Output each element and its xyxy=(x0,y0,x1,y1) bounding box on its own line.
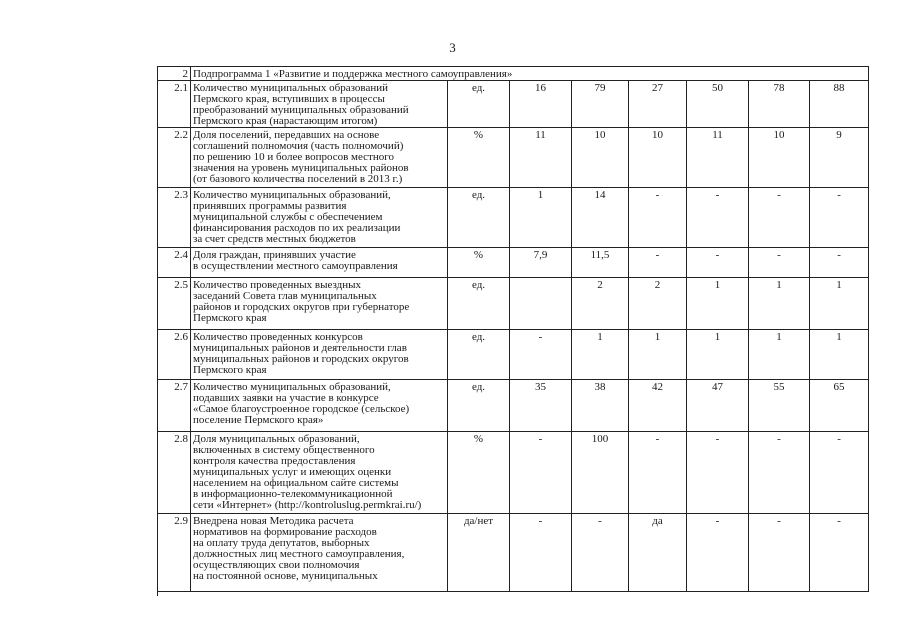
value-cell: 88 xyxy=(810,81,869,128)
indicator-description xyxy=(191,81,448,128)
description-line: Количество проведенных выездных xyxy=(193,279,362,291)
description-line: «Самое благоустроенное городское (сельское) xyxy=(193,403,410,415)
value-cell: 1 xyxy=(687,330,749,380)
value-cell: - xyxy=(687,188,749,248)
value-cell: - xyxy=(810,514,869,592)
value-cell: 55 xyxy=(749,380,810,432)
description-line: Доля муниципальных образований, xyxy=(193,433,360,445)
value-cell: 14 xyxy=(572,188,629,248)
value-cell: - xyxy=(810,432,869,514)
table-row xyxy=(158,432,869,514)
description-line: преобразований муниципальных образований xyxy=(193,104,409,116)
table-row xyxy=(158,81,869,128)
description-line: Пермского края, вступивших в процессы xyxy=(193,93,385,105)
value-cell: 1 xyxy=(687,278,749,330)
value-cell: 1 xyxy=(749,278,810,330)
indicator-description xyxy=(191,514,448,592)
unit-cell: % xyxy=(448,128,510,188)
table-row xyxy=(158,380,869,432)
row-number: 2.1 xyxy=(158,81,191,128)
section-number: 2 xyxy=(158,67,191,81)
description-line: значения на уровень муниципальных районов xyxy=(193,162,409,174)
value-cell: 27 xyxy=(629,81,687,128)
value-cell: - xyxy=(749,188,810,248)
description-line: в информационно-телекоммуникационной xyxy=(193,488,393,500)
description-line: за счет средств местных бюджетов xyxy=(193,233,356,245)
description-line: населением на официальном сайте системы xyxy=(193,477,399,489)
value-cell: - xyxy=(629,248,687,278)
description-line: на оплату труда депутатов, выборных xyxy=(193,537,370,549)
description-line: включенных в систему общественного xyxy=(193,444,375,456)
indicators-table xyxy=(157,66,869,592)
value-cell: - xyxy=(629,188,687,248)
unit-cell: ед. xyxy=(448,188,510,248)
value-cell: - xyxy=(510,514,572,592)
indicator-description xyxy=(191,128,448,188)
table-row xyxy=(158,278,869,330)
indicator-description xyxy=(191,380,448,432)
value-cell: - xyxy=(749,514,810,592)
description-line: Доля поселений, передавших на основе xyxy=(193,129,380,141)
table-row xyxy=(158,188,869,248)
description-line: по решению 10 и более вопросов местного xyxy=(193,151,394,163)
value-cell: 50 xyxy=(687,81,749,128)
indicator-description xyxy=(191,432,448,514)
description-line: принявших программы развития xyxy=(193,200,347,212)
description-line: должностных лиц местного самоуправления, xyxy=(193,548,405,560)
description-line: заседаний Совета глав муниципальных xyxy=(193,290,377,302)
value-cell: 1 xyxy=(810,278,869,330)
value-cell: 38 xyxy=(572,380,629,432)
description-line: поселение Пермского края» xyxy=(193,414,324,426)
value-cell: - xyxy=(687,248,749,278)
value-cell: 2 xyxy=(629,278,687,330)
indicator-description xyxy=(191,330,448,380)
unit-cell: ед. xyxy=(448,330,510,380)
indicator-description xyxy=(191,248,448,278)
page-number: 3 xyxy=(449,40,456,55)
value-cell: 9 xyxy=(810,128,869,188)
value-cell: - xyxy=(629,432,687,514)
value-cell: 10 xyxy=(629,128,687,188)
value-cell: 1 xyxy=(510,188,572,248)
indicator-description xyxy=(191,188,448,248)
description-line: на постоянной основе, муниципальных xyxy=(193,570,378,582)
row-number: 2.8 xyxy=(158,432,191,514)
value-cell: - xyxy=(810,188,869,248)
description-line: сети «Интернет» (http://kontroluslug.permkrai.ru/) xyxy=(193,499,422,511)
description-line: Количество муниципальных образований xyxy=(193,82,389,94)
value-cell: 16 xyxy=(510,81,572,128)
row-number: 2.5 xyxy=(158,278,191,330)
value-cell: 1 xyxy=(572,330,629,380)
value-cell: да xyxy=(629,514,687,592)
unit-cell: % xyxy=(448,248,510,278)
description-line: Количество муниципальных образований, xyxy=(193,381,391,393)
row-number: 2.4 xyxy=(158,248,191,278)
value-cell xyxy=(510,278,572,330)
unit-cell: ед. xyxy=(448,81,510,128)
description-line: (от базового количества поселений в 2013 г.) xyxy=(193,173,403,185)
value-cell: 1 xyxy=(629,330,687,380)
table-row xyxy=(158,248,869,278)
value-cell: 7,9 xyxy=(510,248,572,278)
section-title: Подпрограмма 1 «Развитие и поддержка местного самоуправления» xyxy=(191,67,869,81)
description-line: Количество муниципальных образований, xyxy=(193,189,391,201)
description-line: муниципальной службы с обеспечением xyxy=(193,211,383,223)
value-cell: 35 xyxy=(510,380,572,432)
description-line: финансирования расходов по их реализации xyxy=(193,222,401,234)
unit-cell: % xyxy=(448,432,510,514)
table-row xyxy=(158,128,869,188)
description-line: Пермского края (нарастающим итогом) xyxy=(193,115,378,127)
table-row xyxy=(158,514,869,592)
description-line: контроля качества предоставления xyxy=(193,455,356,467)
value-cell: 11 xyxy=(510,128,572,188)
value-cell: 2 xyxy=(572,278,629,330)
value-cell: 65 xyxy=(810,380,869,432)
value-cell: - xyxy=(510,432,572,514)
value-cell: 47 xyxy=(687,380,749,432)
left-blank-column xyxy=(40,66,158,596)
value-cell: - xyxy=(687,432,749,514)
description-line: районов и городских округов при губернаторе xyxy=(193,301,410,313)
description-line: осуществляющих свои полномочия xyxy=(193,559,360,571)
value-cell: 100 xyxy=(572,432,629,514)
row-number: 2.2 xyxy=(158,128,191,188)
value-cell: 11 xyxy=(687,128,749,188)
row-number: 2.3 xyxy=(158,188,191,248)
value-cell: 42 xyxy=(629,380,687,432)
row-number: 2.9 xyxy=(158,514,191,592)
value-cell: - xyxy=(572,514,629,592)
value-cell: 79 xyxy=(572,81,629,128)
value-cell: 11,5 xyxy=(572,248,629,278)
description-line: в осуществлении местного самоуправления xyxy=(193,260,398,272)
description-line: муниципальных районов и городских округов xyxy=(193,353,409,365)
description-line: муниципальных услуг и имеющих оценки xyxy=(193,466,392,478)
value-cell: - xyxy=(749,248,810,278)
value-cell: - xyxy=(687,514,749,592)
description-line: подавших заявки на участие в конкурсе xyxy=(193,392,379,404)
unit-cell: да/нет xyxy=(448,514,510,592)
value-cell: 10 xyxy=(749,128,810,188)
value-cell: 1 xyxy=(810,330,869,380)
description-line: Доля граждан, принявших участие xyxy=(193,249,356,261)
section-header-row xyxy=(158,67,869,81)
value-cell: - xyxy=(810,248,869,278)
unit-cell: ед. xyxy=(448,380,510,432)
value-cell: 1 xyxy=(749,330,810,380)
description-line: Количество проведенных конкурсов xyxy=(193,331,363,343)
description-line: нормативов на формирование расходов xyxy=(193,526,377,538)
value-cell: 78 xyxy=(749,81,810,128)
row-number: 2.6 xyxy=(158,330,191,380)
value-cell: - xyxy=(749,432,810,514)
value-cell: 10 xyxy=(572,128,629,188)
row-number: 2.7 xyxy=(158,380,191,432)
table-row xyxy=(158,330,869,380)
description-line: муниципальных районов и деятельности глав xyxy=(193,342,407,354)
value-cell: - xyxy=(510,330,572,380)
indicator-description xyxy=(191,278,448,330)
unit-cell: ед. xyxy=(448,278,510,330)
description-line: соглашений полномочия (часть полномочий) xyxy=(193,140,404,152)
description-line: Пермского края xyxy=(193,312,267,324)
description-line: Пермского края xyxy=(193,364,267,376)
description-line: Внедрена новая Методика расчета xyxy=(193,515,354,527)
